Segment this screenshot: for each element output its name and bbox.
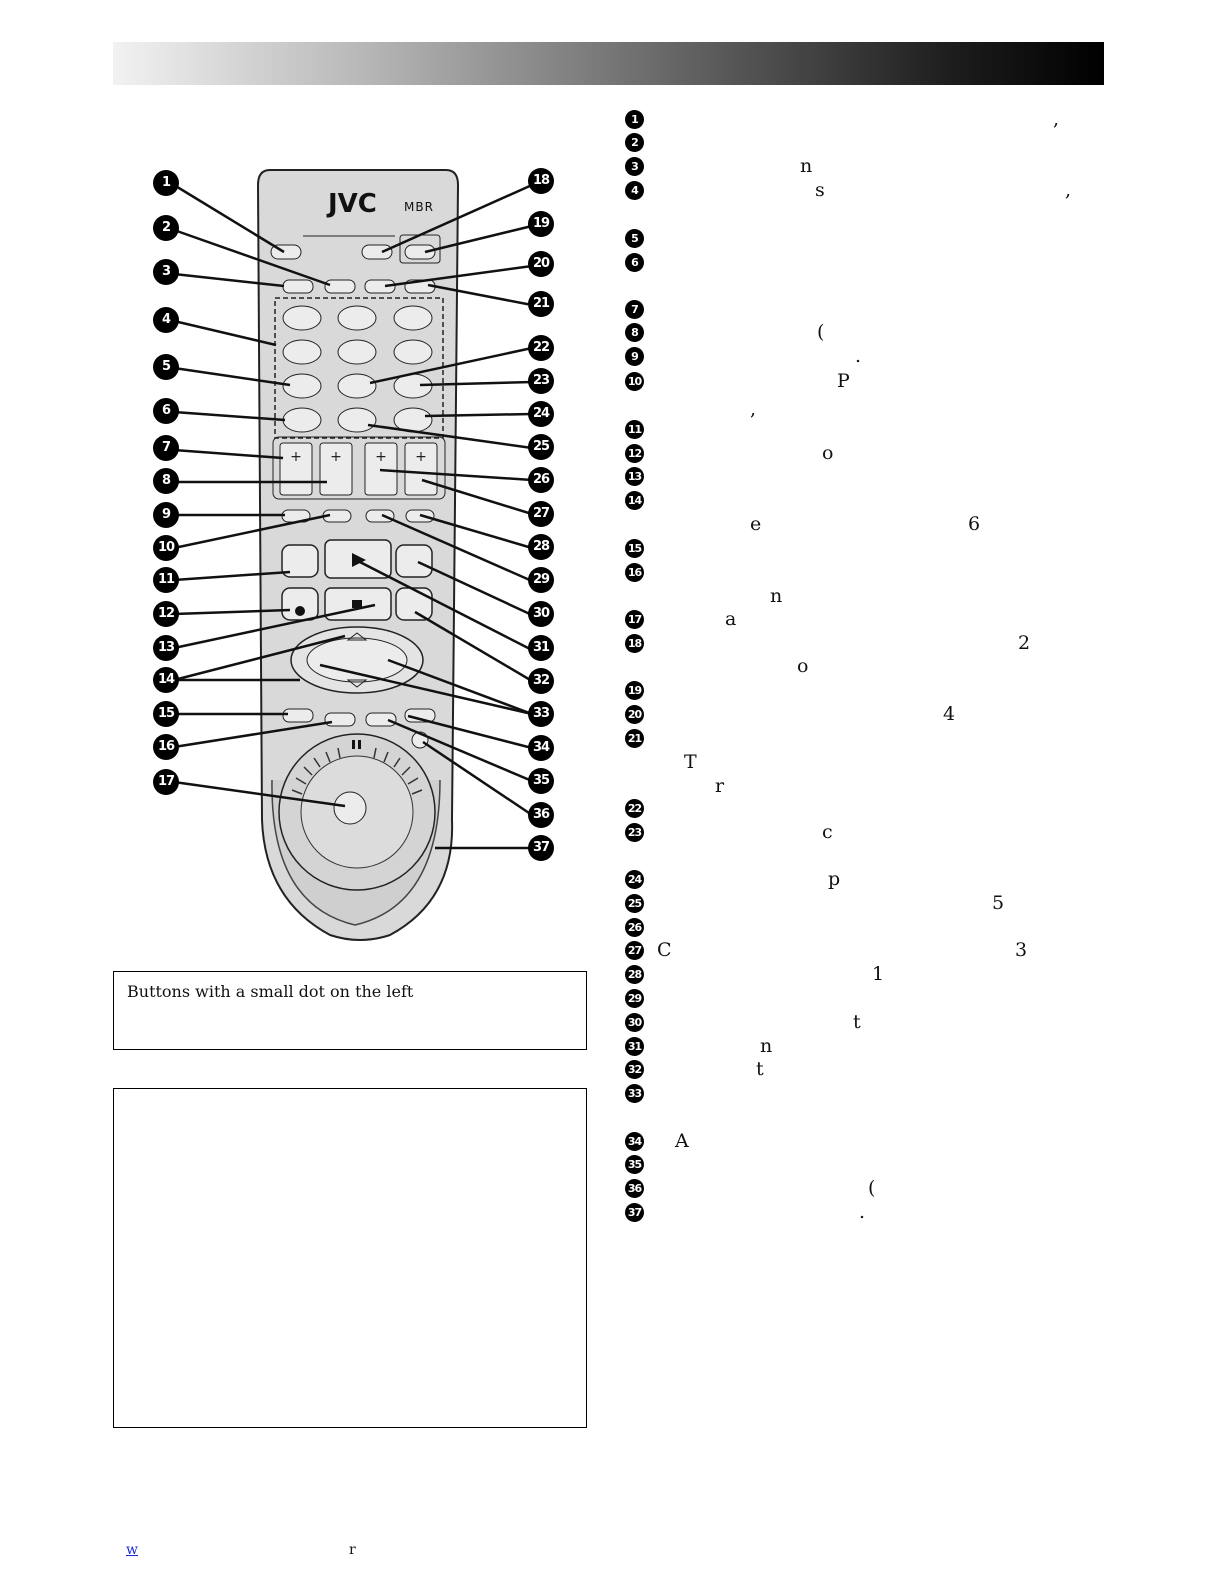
list-item-number: 4 bbox=[625, 181, 644, 200]
list-item-number: 9 bbox=[625, 347, 644, 366]
list-item-number: 10 bbox=[625, 372, 644, 391]
list-item-number: 37 bbox=[625, 1203, 644, 1222]
list-item bbox=[625, 157, 1095, 179]
list-item bbox=[625, 1132, 1095, 1154]
list-item bbox=[625, 491, 1095, 513]
list-item-text: n bbox=[760, 1035, 773, 1057]
list-item-number: 31 bbox=[625, 1037, 644, 1056]
list-item-number: 33 bbox=[625, 1084, 644, 1103]
svg-text:+: + bbox=[330, 449, 342, 465]
callout-right-0: 18 bbox=[528, 168, 554, 194]
callout-right-10: 28 bbox=[528, 534, 554, 560]
list-item-number: 19 bbox=[625, 681, 644, 700]
list-item bbox=[625, 610, 1095, 632]
list-item-text: P bbox=[837, 370, 850, 392]
list-item-text: C bbox=[657, 939, 672, 961]
svg-text:+: + bbox=[290, 449, 302, 465]
callout-left-8: 9 bbox=[153, 502, 179, 528]
callout-left-0: 1 bbox=[153, 170, 179, 196]
callout-right-15: 33 bbox=[528, 701, 554, 727]
list-item bbox=[625, 300, 1095, 322]
mbr-logo: MBR bbox=[404, 200, 434, 214]
list-item-number: 25 bbox=[625, 894, 644, 913]
list-item-number: 32 bbox=[625, 1060, 644, 1079]
list-item bbox=[625, 753, 1095, 775]
list-item-text: , bbox=[1065, 179, 1072, 201]
callout-right-1: 19 bbox=[528, 211, 554, 237]
list-item-number: 28 bbox=[625, 965, 644, 984]
list-item-text: o bbox=[822, 442, 834, 464]
callout-right-17: 35 bbox=[528, 768, 554, 794]
list-item-text: r bbox=[715, 775, 725, 797]
list-item-number: 2 bbox=[625, 133, 644, 152]
list-item bbox=[625, 870, 1095, 892]
list-item-text: , bbox=[750, 398, 757, 420]
list-item bbox=[625, 823, 1095, 845]
list-item-text: 4 bbox=[943, 703, 956, 725]
callout-left-2: 3 bbox=[153, 259, 179, 285]
list-item-number: 14 bbox=[625, 491, 644, 510]
list-item-number: 30 bbox=[625, 1013, 644, 1032]
jvc-logo: JVC bbox=[328, 189, 377, 219]
callout-left-15: 16 bbox=[153, 734, 179, 760]
list-item bbox=[625, 729, 1095, 751]
list-item-text: 1 bbox=[872, 963, 885, 985]
callout-left-14: 15 bbox=[153, 701, 179, 727]
list-item-number: 13 bbox=[625, 467, 644, 486]
list-item bbox=[625, 1084, 1095, 1106]
list-item-text: o bbox=[797, 655, 809, 677]
callout-left-4: 5 bbox=[153, 354, 179, 380]
note-box bbox=[113, 971, 587, 1050]
callout-left-10: 11 bbox=[153, 567, 179, 593]
callout-right-6: 24 bbox=[528, 401, 554, 427]
list-item-number: 29 bbox=[625, 989, 644, 1008]
list-item-number: 11 bbox=[625, 420, 644, 439]
section-header-bar bbox=[113, 42, 1104, 85]
list-item-number: 1 bbox=[625, 110, 644, 129]
callout-left-7: 8 bbox=[153, 468, 179, 494]
list-item bbox=[625, 181, 1095, 203]
list-item-number: 20 bbox=[625, 705, 644, 724]
callout-right-13: 31 bbox=[528, 635, 554, 661]
list-item bbox=[625, 965, 1095, 987]
list-item-number: 18 bbox=[625, 634, 644, 653]
callout-left-1: 2 bbox=[153, 215, 179, 241]
note-text: Buttons with a small dot on the left bbox=[127, 982, 414, 1001]
callout-right-2: 20 bbox=[528, 251, 554, 277]
list-item-text: e bbox=[750, 513, 762, 535]
callout-left-9: 10 bbox=[153, 535, 179, 561]
list-item-number: 12 bbox=[625, 444, 644, 463]
list-item bbox=[625, 110, 1095, 132]
callout-right-19: 37 bbox=[528, 835, 554, 861]
callout-right-14: 32 bbox=[528, 668, 554, 694]
list-item bbox=[625, 253, 1095, 275]
list-item bbox=[625, 372, 1095, 394]
callout-right-3: 21 bbox=[528, 291, 554, 317]
list-item-number: 7 bbox=[625, 300, 644, 319]
list-item bbox=[625, 941, 1095, 963]
callout-right-7: 25 bbox=[528, 434, 554, 460]
list-item-number: 27 bbox=[625, 941, 644, 960]
list-item-text: . bbox=[855, 345, 862, 367]
callout-right-11: 29 bbox=[528, 567, 554, 593]
list-item bbox=[625, 634, 1095, 656]
list-item bbox=[625, 420, 1095, 442]
footer-link[interactable]: w bbox=[126, 1542, 138, 1558]
list-item bbox=[625, 1203, 1095, 1225]
callout-left-5: 6 bbox=[153, 398, 179, 424]
list-item-text: t bbox=[756, 1058, 764, 1080]
callout-right-12: 30 bbox=[528, 601, 554, 627]
list-item bbox=[625, 1037, 1095, 1059]
list-item bbox=[625, 323, 1095, 345]
list-item-number: 35 bbox=[625, 1155, 644, 1174]
list-item bbox=[625, 539, 1095, 561]
svg-text:+: + bbox=[375, 449, 387, 465]
list-item-number: 15 bbox=[625, 539, 644, 558]
list-item-text: , bbox=[1053, 108, 1060, 130]
list-item-number: 5 bbox=[625, 229, 644, 248]
list-item-text: c bbox=[822, 821, 833, 843]
list-item bbox=[625, 777, 1095, 799]
footer-text: r bbox=[349, 1542, 356, 1558]
callout-right-16: 34 bbox=[528, 735, 554, 761]
list-item-number: 8 bbox=[625, 323, 644, 342]
callout-right-4: 22 bbox=[528, 335, 554, 361]
list-item bbox=[625, 467, 1095, 489]
callout-left-6: 7 bbox=[153, 435, 179, 461]
callout-left-13: 14 bbox=[153, 667, 179, 693]
list-item bbox=[625, 587, 1095, 609]
list-item-number: 21 bbox=[625, 729, 644, 748]
list-item bbox=[625, 1179, 1095, 1201]
list-item-text: p bbox=[828, 868, 841, 890]
callout-left-11: 12 bbox=[153, 601, 179, 627]
list-item bbox=[625, 657, 1095, 679]
list-item-number: 34 bbox=[625, 1132, 644, 1151]
list-item bbox=[625, 444, 1095, 466]
list-item-text: 5 bbox=[992, 892, 1005, 914]
list-item-text: A bbox=[675, 1130, 689, 1152]
list-item bbox=[625, 400, 1095, 422]
list-item-text: s bbox=[815, 179, 825, 201]
remote-control-diagram bbox=[140, 160, 580, 950]
list-item bbox=[625, 347, 1095, 369]
svg-text:+: + bbox=[415, 449, 427, 465]
list-item-text: ( bbox=[817, 321, 825, 343]
list-item-number: 23 bbox=[625, 823, 644, 842]
list-item bbox=[625, 1013, 1095, 1035]
list-item-text: 2 bbox=[1018, 632, 1031, 654]
list-item-text: n bbox=[800, 155, 813, 177]
list-item bbox=[625, 989, 1095, 1011]
list-item-number: 36 bbox=[625, 1179, 644, 1198]
list-item-number: 17 bbox=[625, 610, 644, 629]
list-item bbox=[625, 133, 1095, 155]
callout-right-18: 36 bbox=[528, 802, 554, 828]
list-item bbox=[625, 681, 1095, 703]
list-item-text: ( bbox=[868, 1177, 876, 1199]
list-item-number: 3 bbox=[625, 157, 644, 176]
list-item bbox=[625, 799, 1095, 821]
list-item-text: T bbox=[684, 751, 697, 773]
empty-info-box bbox=[113, 1088, 587, 1428]
list-item bbox=[625, 1155, 1095, 1177]
list-item bbox=[625, 1060, 1095, 1082]
callout-right-8: 26 bbox=[528, 467, 554, 493]
list-item bbox=[625, 1108, 1095, 1130]
list-item-text: t bbox=[853, 1011, 861, 1033]
callout-left-12: 13 bbox=[153, 635, 179, 661]
list-item-text: a bbox=[725, 608, 737, 630]
list-item-number: 24 bbox=[625, 870, 644, 889]
list-item-number: 22 bbox=[625, 799, 644, 818]
list-item-text: . bbox=[859, 1201, 866, 1223]
list-item-text: n bbox=[770, 585, 783, 607]
callout-right-9: 27 bbox=[528, 501, 554, 527]
callout-left-3: 4 bbox=[153, 307, 179, 333]
list-item bbox=[625, 848, 1095, 870]
callout-left-16: 17 bbox=[153, 769, 179, 795]
list-item bbox=[625, 894, 1095, 916]
list-item bbox=[625, 515, 1095, 537]
list-item-number: 16 bbox=[625, 563, 644, 582]
list-item bbox=[625, 918, 1095, 940]
list-item-number: 6 bbox=[625, 253, 644, 272]
list-item bbox=[625, 229, 1095, 251]
list-item-text: 6 bbox=[968, 513, 981, 535]
list-item bbox=[625, 563, 1095, 585]
list-item bbox=[625, 705, 1095, 727]
list-item-number: 26 bbox=[625, 918, 644, 937]
callout-right-5: 23 bbox=[528, 368, 554, 394]
list-item-text: 3 bbox=[1015, 939, 1028, 961]
